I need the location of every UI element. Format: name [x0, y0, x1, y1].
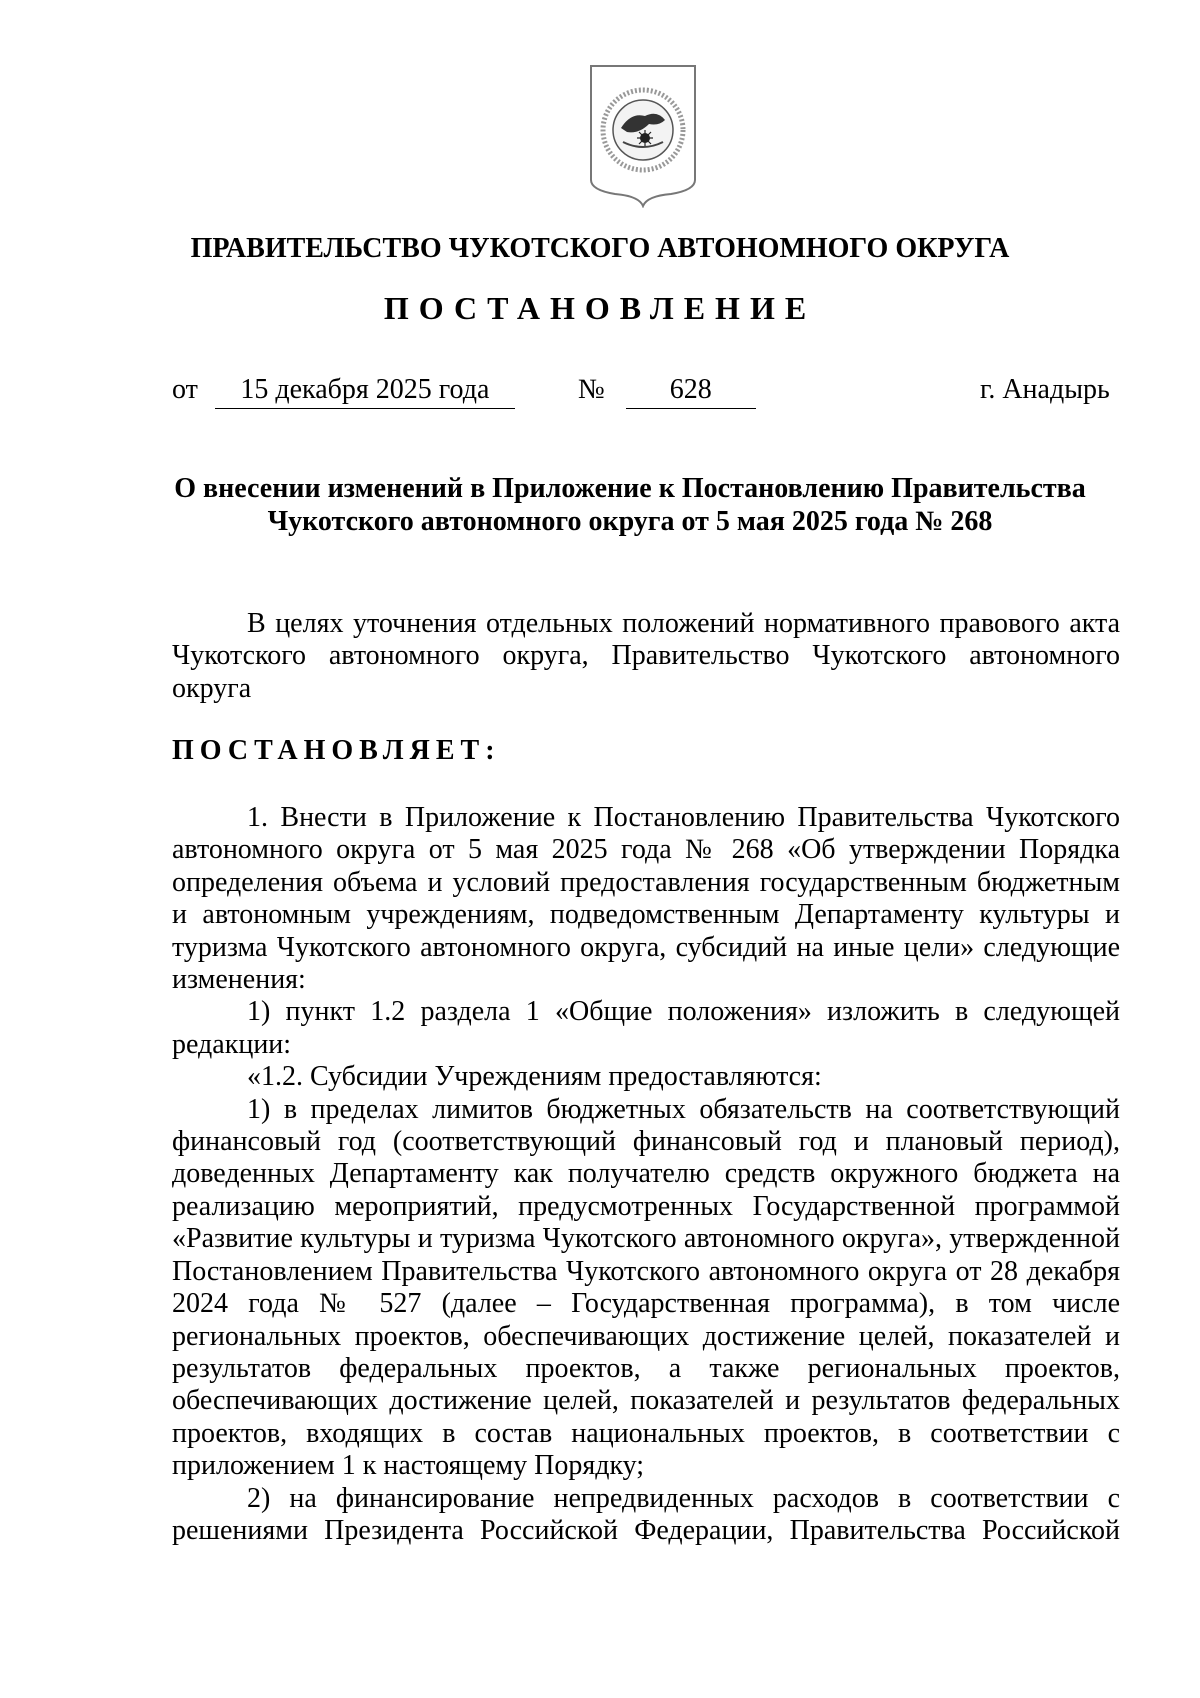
paragraph: 1) в пределах лимитов бюджетных обязательств на соответствующий финансовый год (соответствующий финансовый год и плановый период), доведенных Департаменту как получателю средств окружного бюджета на реализацию мероприятий, предусмотренных Государственной программой «Развитие культуры и туризма Чукотского автономного округа», утвержденной Постановлением Правительства Чукотского автономного округа от 28 декабря 2024 года № 527 (далее – Государственная программа), в том числе региональных проектов, обеспечивающих достижение целей, показателей и результатов федеральных проектов, а также региональных проектов, обеспечивающих достижение целей, показателей и результатов федеральных проектов, входящих в состав национальных проектов, в соответствии с приложением 1 к настоящему Порядку;	[172, 1093, 1120, 1482]
paragraph: 2) на финансирование непредвиденных расходов в соответствии с решениями Президента Российской Федерации, Правительства Российской	[172, 1482, 1120, 1546]
date-block	[172, 372, 515, 408]
decree-number: 628	[626, 372, 756, 409]
chukotka-coat-of-arms-icon	[587, 62, 699, 208]
resolves-heading: ПОСТАНОВЛЯЕТ:	[172, 735, 501, 766]
number-block	[578, 372, 756, 408]
city: г. Анадырь	[980, 374, 1110, 405]
document-type: ПОСТАНОВЛЕНИЕ	[383, 290, 817, 326]
paragraph: «1.2. Субсидии Учреждениям предоставляются:	[247, 1061, 822, 1093]
paragraph: 1. Внести в Приложение к Постановлению Правительства Чукотского автономного округа от 5 мая 2025 года № 268 «Об утверждении Порядка определения объема и условий предоставления государственным бюджетным и автономным учреждениям, подведомственным Департаменту культуры и туризма Чукотского автономного округа, субсидий на иные цели» следующие изменения:	[172, 802, 1120, 996]
decree-date: 15 декабря 2025 года	[215, 372, 515, 409]
document-title	[130, 472, 1130, 538]
paragraph: 1) пункт 1.2 раздела 1 «Общие положения» изложить в следующей редакции:	[172, 996, 1120, 1060]
number-label: №	[578, 374, 605, 405]
document-body	[172, 802, 1120, 1547]
government-name: ПРАВИТЕЛЬСТВО ЧУКОТСКОГО АВТОНОМНОГО ОКРУГА	[190, 233, 1010, 264]
preamble-text: В целях уточнения отдельных положений нормативного правового акта Чукотского автономного округа, Правительство Чукотского автономного округа	[172, 608, 1120, 704]
from-label: от	[172, 374, 198, 405]
title-line: Чукотского автономного округа от 5 мая 2025 года № 268	[267, 506, 993, 537]
title-line: О внесении изменений в Приложение к Постановлению Правительства	[174, 473, 1086, 504]
preamble	[172, 608, 1120, 705]
